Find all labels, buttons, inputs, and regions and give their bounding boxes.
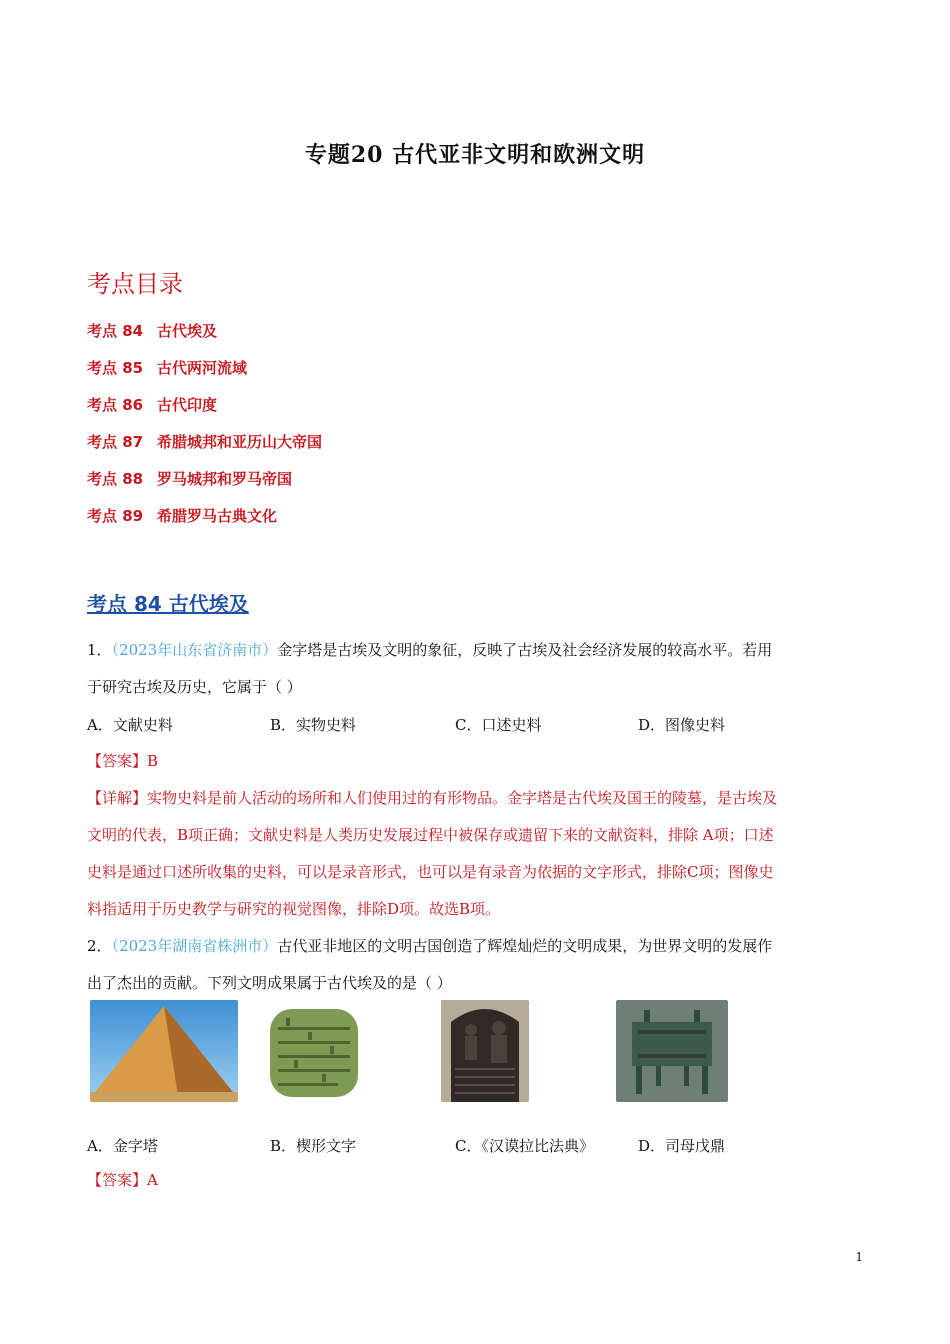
toc-item-label: 希腊城邦和亚历山大帝国 xyxy=(157,433,323,451)
q2-source: （2023年湖南省株洲市） xyxy=(111,937,278,955)
q1-source: （2023年山东省济南市） xyxy=(111,641,278,659)
toc-item[interactable] xyxy=(87,320,322,357)
toc-item-num: 考点 88 xyxy=(87,470,144,488)
simuwu-ding-image xyxy=(616,1000,728,1102)
cuneiform-tablet-image xyxy=(264,1003,364,1103)
q1-detail-line3: 史料是通过口述所收集的史料，可以是录音形式，也可以是有录音为依据的文字形式，排除C项；图像史 xyxy=(87,863,774,881)
q2-option-c: C．《汉谟拉比法典》 xyxy=(455,1137,594,1155)
toc-item[interactable] xyxy=(87,505,322,542)
q1-detail-text: 实物史料是前人活动的场所和人们使用过的有形物品。金字塔是古代埃及国王的陵墓，是古埃及 xyxy=(147,789,778,807)
q2-stem-line1 xyxy=(87,928,865,965)
q2-option-b: B．楔形文字 xyxy=(270,1137,357,1155)
toc-item-num: 考点 85 xyxy=(87,359,144,377)
q1-option-a: A．文献史料 xyxy=(87,716,173,734)
toc-item-num: 考点 87 xyxy=(87,433,144,451)
q1-detail-line1 xyxy=(87,780,865,817)
section-heading[interactable]: 考点 84 古代埃及 xyxy=(87,592,249,616)
q1-option-b: B．实物史料 xyxy=(270,716,357,734)
pyramid-image xyxy=(90,1000,238,1102)
q2-option-a: A．金字塔 xyxy=(87,1137,158,1155)
q1-detail-line4: 料指适用于历史教学与研究的视觉图像，排除D项。故选B项。 xyxy=(87,900,501,918)
toc-list xyxy=(87,320,322,542)
q1-option-c: C．口述史料 xyxy=(455,716,542,734)
q2-text: 古代亚非地区的文明古国创造了辉煌灿烂的文明成果，为世界文明的发展作 xyxy=(277,937,773,955)
toc-item-label: 古代两河流域 xyxy=(157,359,248,377)
q1-detail-label: 【详解】 xyxy=(87,789,148,807)
toc-item-num: 考点 84 xyxy=(87,322,144,340)
toc-item-label: 罗马城邦和罗马帝国 xyxy=(157,470,293,488)
toc-item-label: 古代印度 xyxy=(157,396,218,414)
toc-heading: 考点目录 xyxy=(87,270,183,298)
toc-item[interactable] xyxy=(87,468,322,505)
toc-item[interactable] xyxy=(87,357,322,394)
toc-item-num: 考点 86 xyxy=(87,396,144,414)
toc-item[interactable] xyxy=(87,394,322,431)
q1-option-d: D．图像史料 xyxy=(638,716,726,734)
toc-item-label: 古代埃及 xyxy=(157,322,218,340)
page-title: 专题20 古代亚非文明和欧洲文明 xyxy=(304,142,646,168)
q2-number: 2． xyxy=(87,937,112,955)
toc-item-num: 考点 89 xyxy=(87,507,144,525)
q1-text: 金字塔是古埃及文明的象征，反映了古埃及社会经济发展的较高水平。若用 xyxy=(277,641,773,659)
q1-number: 1． xyxy=(87,641,112,659)
q2-option-d: D．司母戊鼎 xyxy=(638,1137,726,1155)
page-number: 1 xyxy=(855,1250,863,1264)
q1-stem-line1 xyxy=(87,632,865,669)
q1-stem-line2: 于研究古埃及历史，它属于（ ） xyxy=(87,678,302,696)
q1-answer: 【答案】B xyxy=(87,752,159,770)
q2-answer: 【答案】A xyxy=(87,1171,158,1189)
q2-stem-line2: 出了杰出的贡献。下列文明成果属于古代埃及的是（ ） xyxy=(87,974,452,992)
q1-detail-line2: 文明的代表，B项正确；文献史料是人类历史发展过程中被保存或遗留下来的文献资料，排除 A项；口述 xyxy=(87,826,774,844)
hammurabi-stele-image xyxy=(441,1000,529,1102)
toc-item[interactable] xyxy=(87,431,322,468)
toc-item-label: 希腊罗马古典文化 xyxy=(157,507,278,525)
